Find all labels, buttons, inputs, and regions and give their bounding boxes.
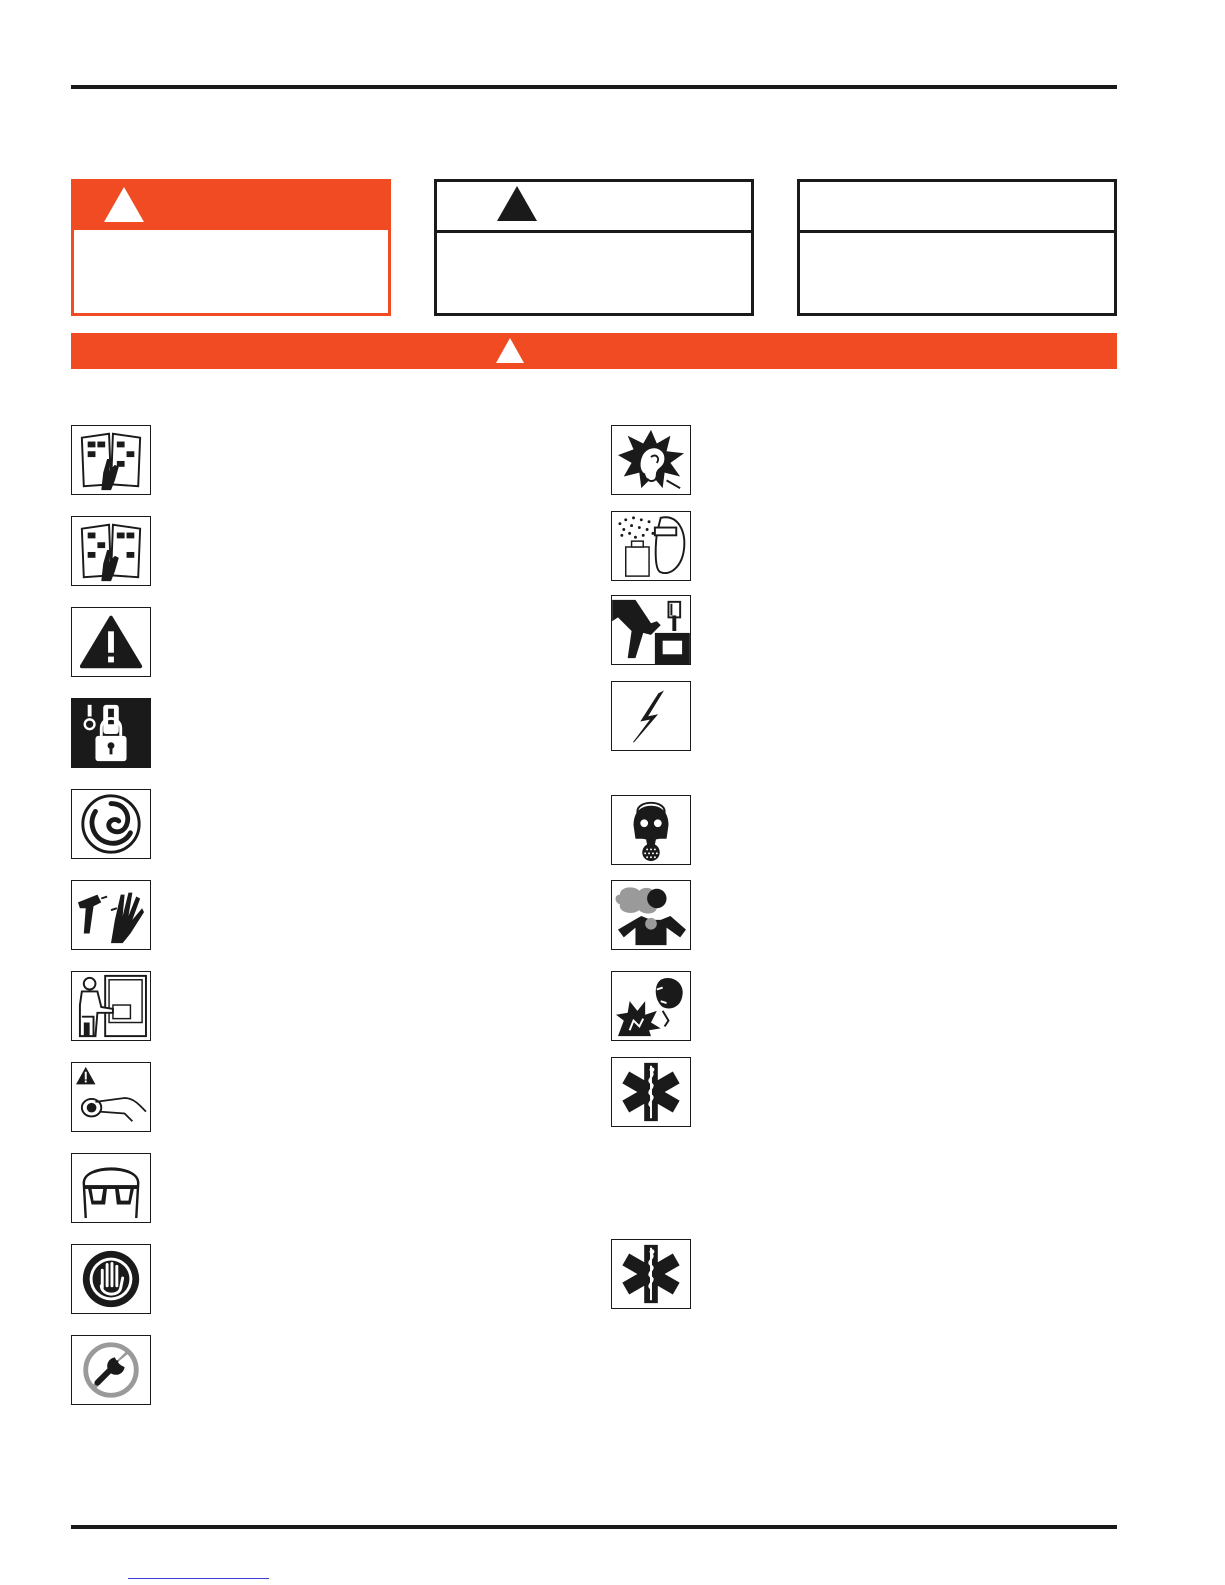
medical-first-aid-icon [611, 1239, 691, 1309]
danger-header [74, 182, 388, 230]
face-shield-spray-icon [611, 511, 691, 581]
footer-link-underline[interactable] [128, 1578, 269, 1579]
read-manual-icon [71, 425, 151, 495]
warning-triangle-icon [104, 187, 144, 222]
caution-box [797, 179, 1117, 316]
safety-glasses-icon [71, 1153, 151, 1223]
stop-hand-icon [71, 1244, 151, 1314]
danger-box [71, 179, 391, 316]
warning-banner [71, 333, 1117, 369]
no-modification-icon [71, 1335, 151, 1405]
operator-training-icon [71, 971, 151, 1041]
caution-header [800, 182, 1114, 233]
lockout-tagout-icon [71, 698, 151, 768]
general-warning-icon [71, 607, 151, 677]
explosion-hazard-icon [611, 971, 691, 1041]
electrical-hazard-icon [611, 681, 691, 751]
injection-hazard-icon [71, 880, 151, 950]
read-manual-icon [71, 516, 151, 586]
pinch-point-icon [611, 595, 691, 665]
warning-box [434, 179, 754, 316]
moving-parts-icon [71, 789, 151, 859]
hearing-protection-icon [611, 425, 691, 495]
warning-triangle-icon [496, 338, 524, 363]
bottom-rule [71, 1525, 1117, 1529]
top-rule [71, 85, 1117, 89]
medical-first-aid-icon [611, 1057, 691, 1127]
warning-triangle-icon [497, 186, 537, 221]
toxic-fumes-icon [611, 880, 691, 950]
warning-header [437, 182, 751, 233]
respirator-icon [611, 795, 691, 865]
emergency-stop-icon [71, 1062, 151, 1132]
